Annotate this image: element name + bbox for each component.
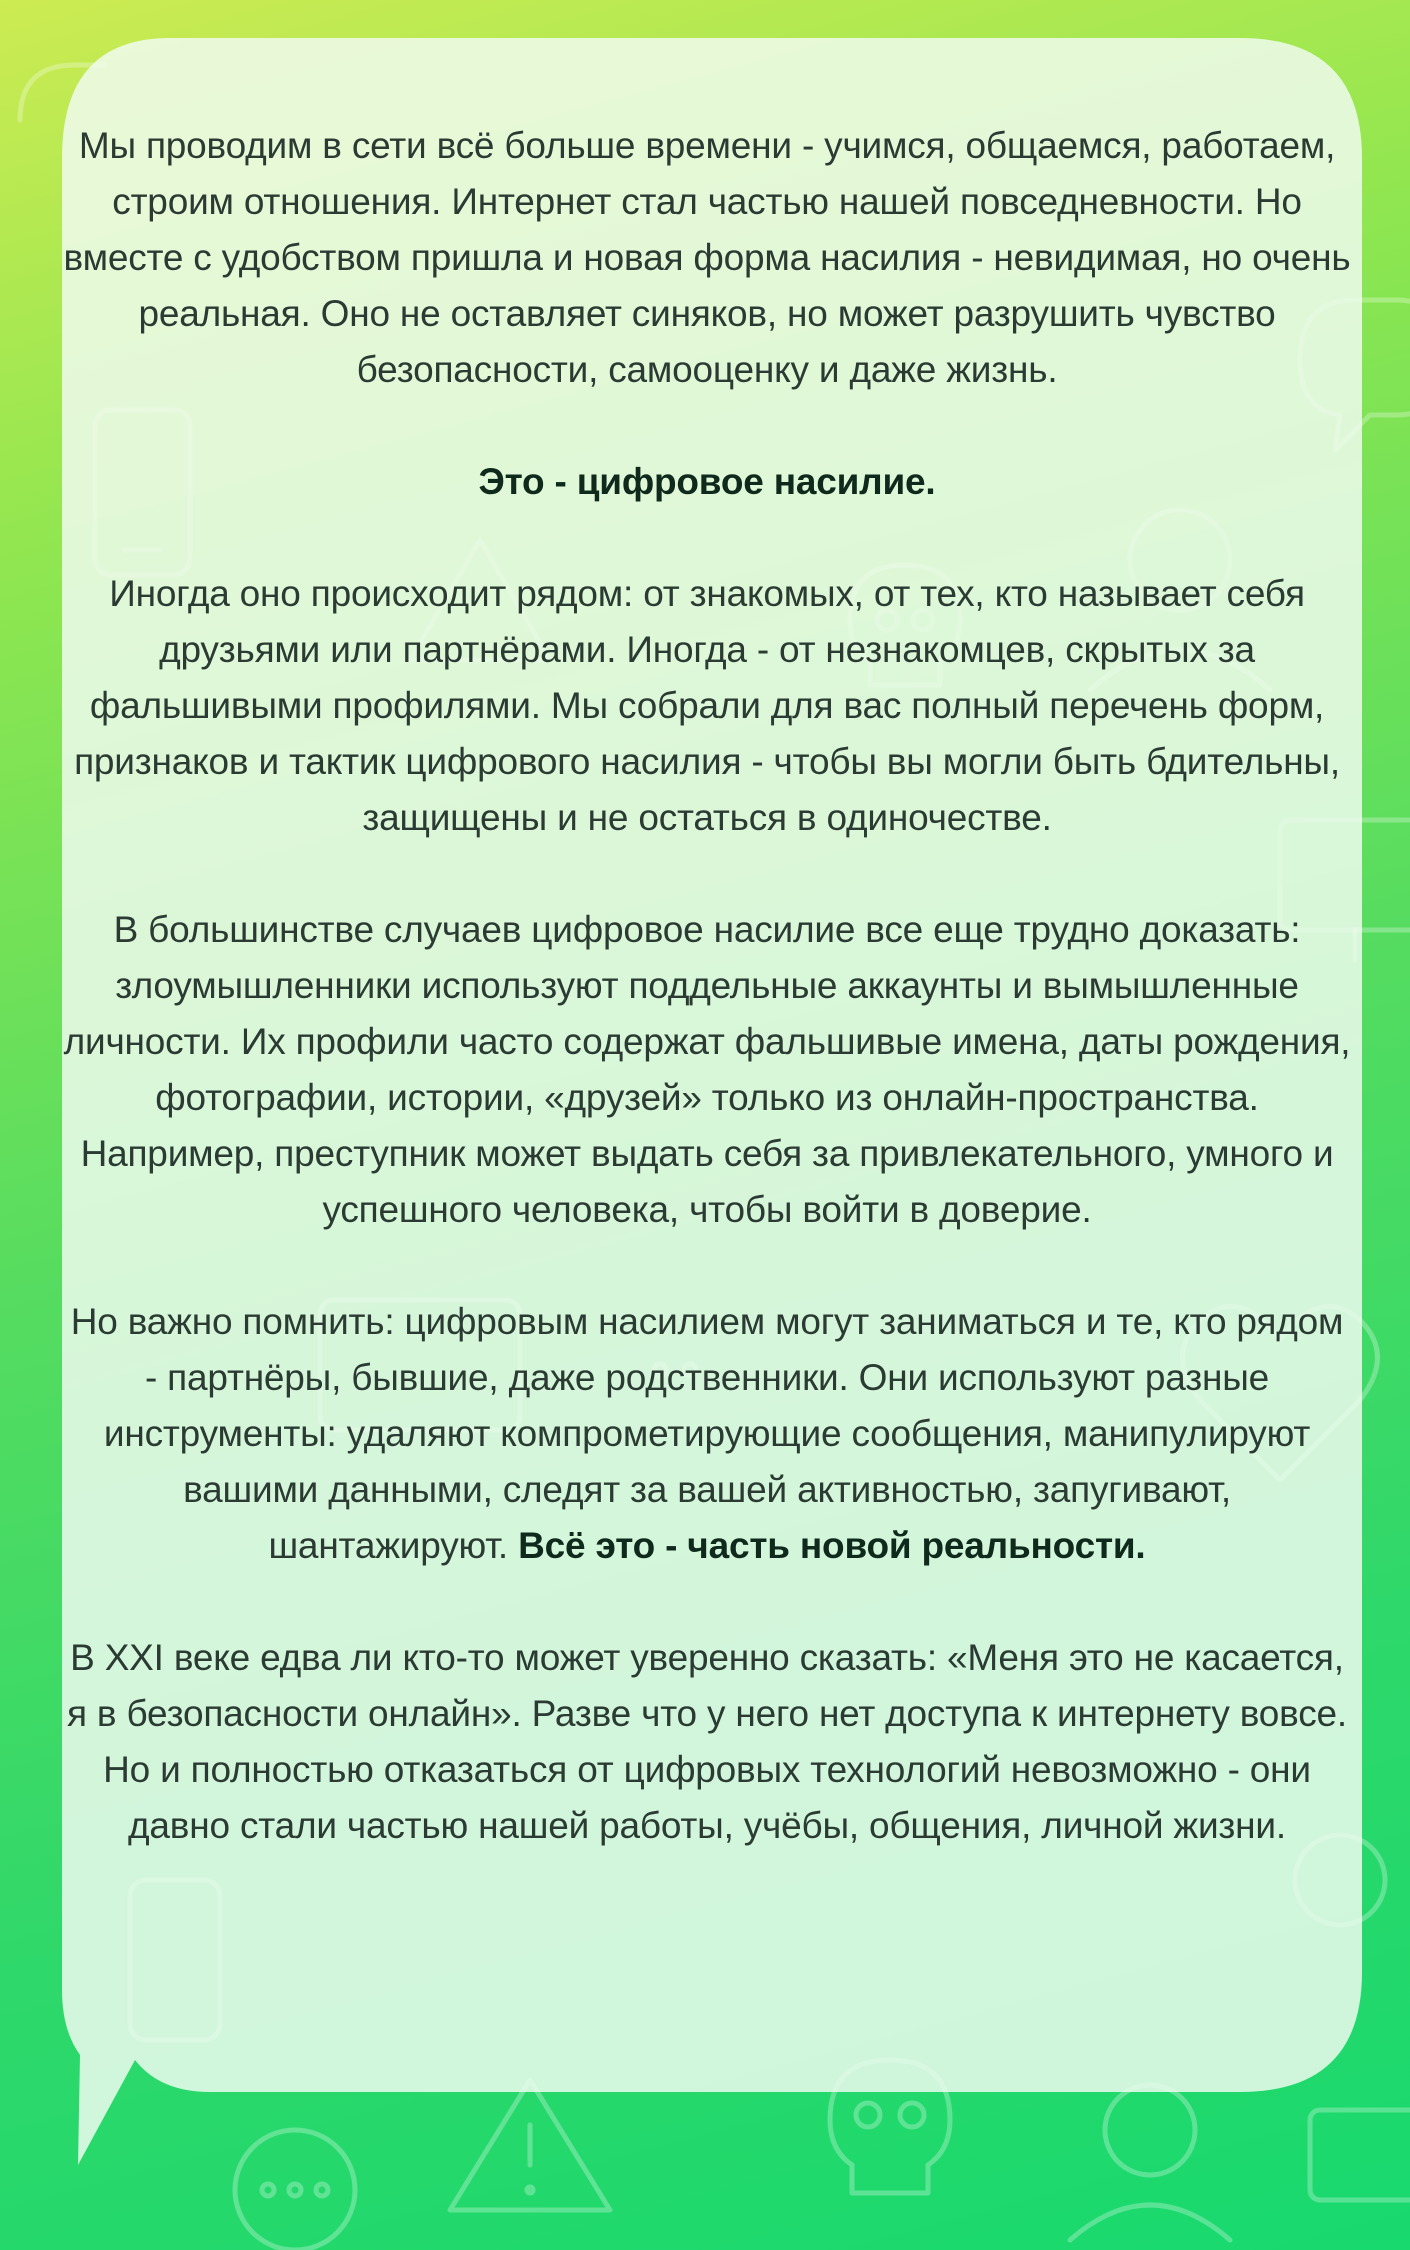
- paragraph-proof: В большинстве случаев цифровое насилие все еще трудно доказать: злоумышленники используют поддельные аккаунты и вымышленные личности. Их профили часто содержат фальшивые имена, даты рождения, фотографии, истории, «друзей» только из онлайн-пространства. Например, преступник может выдать себя за привлекательного, умного и успешного человека, чтобы войти в доверие.: [63, 909, 1351, 1230]
- paragraph-sources: Иногда оно происходит рядом: от знакомых, от тех, кто называет себя друзьями или партнёрами. Иногда - от незнакомцев, скрытых за фальшивыми профилями. Мы собрали для вас полный перечень форм, признаков и тактик цифрового насилия - чтобы вы могли быть бдительны, защищены и не остаться в одиночестве.: [74, 573, 1340, 838]
- paragraph-close-people: [62, 1294, 1352, 1574]
- paragraph-close-people-bold: Всё это - часть новой реальности.: [518, 1525, 1146, 1566]
- paragraph-intro: Мы проводим в сети всё больше времени - учимся, общаемся, работаем, строим отношения. Интернет стал частью нашей повседневности. Но вместе с удобством пришла и новая форма насилия - невидимая, но очень реальная. Оно не оставляет синяков, но может разрушить чувство безопасности, самооценку и даже жизнь.: [63, 125, 1351, 390]
- paragraph-close-people-text: Но важно помнить: цифровым насилием могут заниматься и те, кто рядом - партнёры, бывшие, даже родственники. Они используют разные инструменты: удаляют компрометирующие сообщения, манипулируют вашими данными, следят за вашей активностью, запугивают, шантажируют.: [70, 1301, 1344, 1566]
- article-text: [62, 118, 1352, 1910]
- article-heading: Это - цифровое насилие.: [478, 461, 936, 502]
- paragraph-21st-century: В XXI веке едва ли кто-то может уверенно сказать: «Меня это не касается, я в безопасности онлайн». Разве что у него нет доступа к интернету вовсе. Но и полностью отказаться от цифровых технологий невозможно - они давно стали частью нашей работы, учёбы, общения, личной жизни.: [67, 1637, 1347, 1846]
